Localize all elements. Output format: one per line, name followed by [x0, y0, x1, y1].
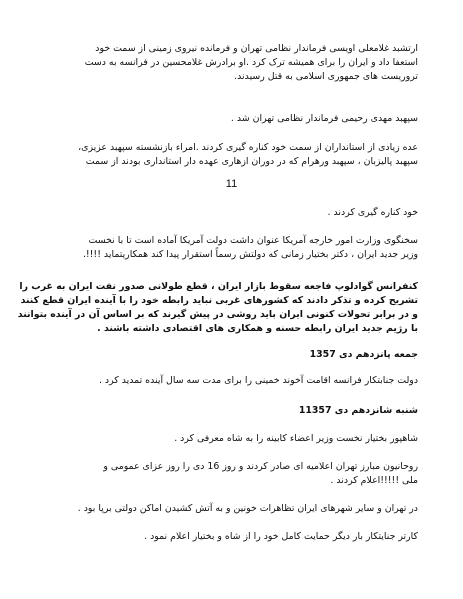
text-line: کارتر جنایتکار بار دیگر حمایت کامل خود را از شاه و بختیار اعلام نمود .	[144, 531, 418, 542]
paragraph-governors-resign	[58, 141, 418, 169]
text-line: ملی !!!!!اعلام کردند .	[330, 475, 418, 486]
text-line: دولت جنابتکار فرانسه اقامت آخوند خمینی را برای مدت سه سال آینده تمدید کرد .	[98, 375, 418, 386]
text-line: شنبه شانزدهم دی 11357	[298, 405, 418, 416]
text-line: کنفرانس گوادلوپ فاجعه سقوط بازار ایران ، قطع طولانی صدور نفت ایران به غرب را	[19, 281, 418, 292]
paragraph-france-extends-stay	[58, 374, 418, 388]
text-line: و در برابر تحولات کنونی ایران باید روشی در پیش گیرند که بر اساس آن در آینده بتوانند	[17, 309, 418, 320]
paragraph-guadeloupe-conference	[17, 280, 418, 336]
paragraph-oveisi-resignation	[58, 42, 418, 84]
paragraph-us-state-dept	[58, 234, 418, 262]
text-line: سخنگوی وزارت امور خارجه آمریکا عنوان داشت دولت آمریکا آماده است تا با نخست	[88, 235, 418, 246]
paragraph-carter-support	[58, 530, 418, 544]
text-line: عده زیادی از استانداران از سمت خود کناره گیری کردند .امراء بازنشسته سپهبد عزیزی،	[78, 142, 418, 153]
date-heading-friday	[58, 348, 418, 362]
text-line: سپهبد مهدی رحیمی فرماندار نظامی تهران شد .	[230, 113, 418, 124]
paragraph-protests	[58, 502, 418, 516]
paragraph-clergy-mourning	[58, 460, 418, 488]
text-line: استعفا داد و ایران را برای همیشه ترک کرد .او برادرش غلامحسین در فرانسه به دست	[84, 57, 418, 68]
text-line: سپهبد پالیزبان ، سپهبد ورهرام که در دوران ازهاری عهده دار استانداری بودند از سمت	[85, 156, 418, 167]
paragraph-rahimi-governor	[58, 112, 418, 126]
date-heading-saturday	[58, 404, 418, 418]
text-line: با رژیم جدید ایران رابطه حسنه و همکاری های اقتصادی داشته باشند .	[97, 323, 418, 334]
text-line: ارتشبد غلامعلی اویسی فرماندار نظامی تهران و فرمانده نیروی زمینی از سمت خود	[95, 43, 418, 54]
text-line: جمعه پانزدهم دی 1357	[309, 349, 418, 360]
text-line: شاهپور بختیار نخست وزیر اعضاء کابینه را به شاه معرفی کرد .	[174, 433, 418, 444]
paragraph-bakhtiar-cabinet	[58, 432, 418, 446]
text-line: در تهران و سایر شهرهای ایران تظاهرات خونین و به آتش کشیدن اماکن دولتی برپا بود .	[77, 503, 418, 514]
page-number: 11	[225, 178, 238, 190]
paragraph-resign-continued	[58, 206, 418, 220]
text-line: خود کناره گیری کردند .	[327, 207, 418, 218]
text-line: تشریح کرده و تذکر دادند که کشورهای غربی نباید رابطه خود را با آینده ایران قطع کنند	[20, 295, 418, 306]
text-line: تروریست های جمهوری اسلامی به قتل رسیدند.	[234, 71, 418, 82]
text-line: روحانیون مبارز تهران اعلامیه ای صادر کردند و روز 16 دی را روز عزای عمومی و	[103, 461, 418, 472]
text-line: وزیر جدید ایران ، دکتر بختیار زمانی که دولتش رسماً استقرار پیدا کند همکاریتماید !!!!.	[82, 249, 418, 260]
